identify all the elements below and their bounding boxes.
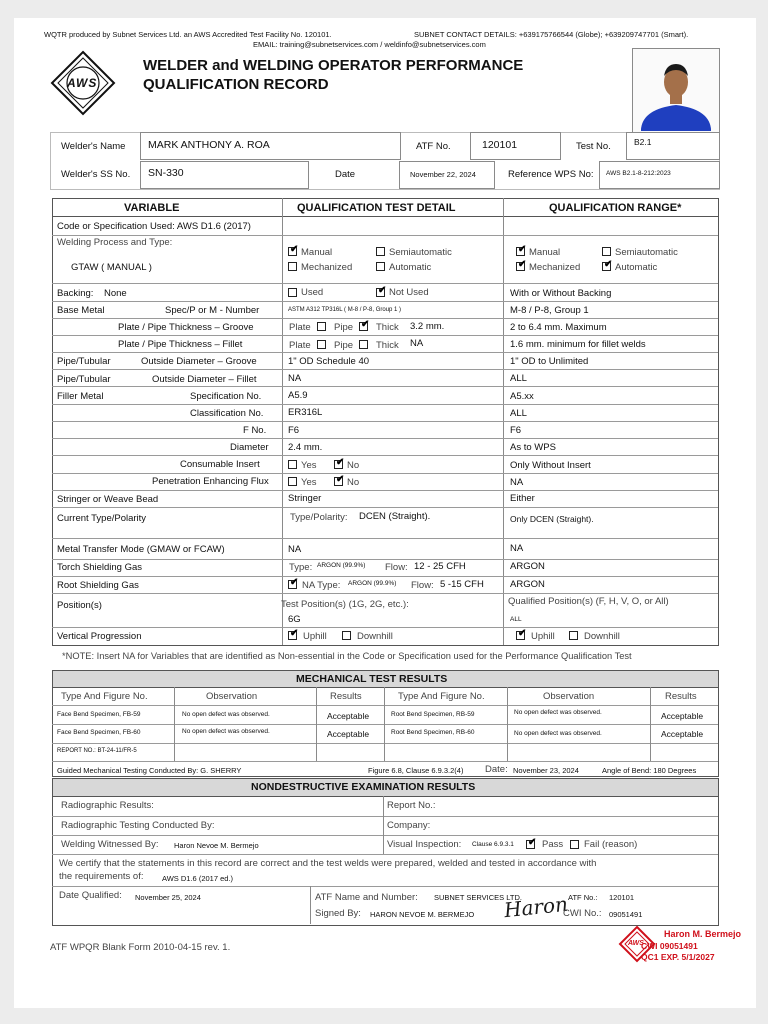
groove-pipe-checkbox[interactable]: ✔ [361, 319, 370, 330]
filler-metal-label: Filler Metal [57, 391, 104, 402]
range-automatic-checkbox[interactable]: ✔ [604, 259, 613, 270]
thickness-fillet-value: NA [410, 338, 424, 349]
type-polarity-label: Type/Polarity: [290, 512, 348, 523]
backing-not-used-label: Not Used [389, 287, 429, 298]
stringer-range: Either [510, 493, 535, 504]
wpqr-form-page [14, 18, 756, 1008]
spec-no-label: Specification No. [190, 391, 262, 402]
mech-row2-result2: Acceptable [661, 729, 704, 739]
classification-label: Classification No. [190, 408, 264, 419]
visual-fail-checkbox[interactable] [570, 840, 579, 849]
test-positions-label: Test Position(s) (1G, 2G, etc.): [281, 599, 409, 610]
plate-label-2: Plate [289, 340, 311, 351]
consumable-insert-label: Consumable Insert [180, 459, 260, 470]
qualified-positions-value: ALL [510, 616, 522, 623]
mech-date-label: Date: [485, 764, 508, 775]
thickness-groove-label: Plate / Pipe Thickness – Groove [118, 322, 254, 333]
signature: Haron [502, 891, 569, 923]
uphill-label: Uphill [303, 631, 327, 642]
stamp-expiry: QC1 EXP. 5/1/2027 [641, 952, 715, 962]
mech-row1-result2: Acceptable [661, 711, 704, 721]
groove-plate-checkbox[interactable] [317, 322, 326, 331]
certify-code: AWS D1.6 (2017 ed.) [162, 874, 234, 883]
col-header-range: QUALIFICATION RANGE* [549, 202, 682, 214]
mech-col-observation-2: Observation [543, 691, 595, 702]
flux-yes-checkbox[interactable] [288, 477, 297, 486]
automatic-checkbox[interactable] [376, 262, 385, 271]
insert-no-checkbox[interactable]: ✔ [336, 457, 345, 468]
atf-name-value: SUBNET SERVICES LTD. [434, 893, 522, 902]
test-no-value: B2.1 [634, 137, 652, 147]
backing-label: Backing: [57, 288, 94, 299]
od-fillet-value: NA [288, 373, 302, 384]
torch-flow-label: Flow: [385, 562, 408, 573]
atf-name-label: ATF Name and Number: [315, 892, 418, 903]
range-manual-checkbox[interactable]: ✔ [518, 244, 527, 255]
base-metal-range: M-8 / P-8, Group 1 [510, 305, 589, 316]
backing-range: With or Without Backing [510, 288, 612, 299]
range-uphill-label: Uphill [531, 631, 555, 642]
backing-not-used-checkbox[interactable]: ✔ [378, 285, 387, 296]
od-fillet-range: ALL [510, 373, 527, 384]
thickness-fillet-label: Plate / Pipe Thickness – Fillet [118, 339, 243, 350]
backing-used-checkbox[interactable] [288, 288, 297, 297]
metal-transfer-value: NA [288, 544, 302, 555]
flux-yes-label: Yes [301, 477, 317, 488]
visual-pass-label: Pass [542, 839, 564, 850]
spec-p-label: Spec/P or M - Number [165, 305, 260, 316]
root-gas-na-checkbox[interactable]: ✔ [290, 577, 299, 588]
date-qualified-label: Date Qualified: [59, 890, 122, 901]
vertical-progression-label: Vertical Progression [57, 631, 142, 642]
classification-range: ALL [510, 408, 527, 419]
date-value: November 22, 2024 [410, 170, 476, 179]
welding-witnessed-label: Welding Witnessed By: [61, 839, 159, 850]
root-gas-label: Root Shielding Gas [57, 580, 139, 591]
root-flow-label: Flow: [411, 580, 434, 591]
thickness-groove-value: 3.2 mm. [410, 321, 445, 332]
pipe-tubular-label: Pipe/Tubular [57, 356, 111, 367]
visual-inspection-label: Visual Inspection: [387, 839, 462, 850]
current-type-range: Only DCEN (Straight). [510, 514, 594, 524]
form-title-line2: QUALIFICATION RECORD [143, 76, 329, 93]
root-na-type-label: NA Type: [302, 580, 341, 591]
positions-label: Position(s) [57, 600, 102, 611]
consumable-insert-range: Only Without Insert [510, 460, 591, 471]
metal-transfer-range: NA [510, 543, 524, 554]
col-header-variable: VARIABLE [124, 202, 180, 214]
fillet-plate-checkbox[interactable] [317, 340, 326, 349]
visual-fail-label: Fail (reason) [584, 839, 638, 850]
ss-no-label: Welder's SS No. [61, 169, 131, 180]
stamp-name: Haron M. Bermejo [664, 929, 742, 939]
signed-by-value: HARON NEVOE M. BERMEJO [370, 910, 475, 919]
thickness-fillet-range: 1.6 mm. minimum for fillet welds [510, 339, 646, 350]
current-type-label: Current Type/Polarity [57, 513, 147, 524]
mechanical-results-title: MECHANICAL TEST RESULTS [296, 673, 448, 685]
flux-label: Penetration Enhancing Flux [152, 476, 269, 487]
stringer-value: Stringer [288, 493, 322, 504]
mech-angle-of-bend: Angle of Bend: 180 Degrees [602, 766, 697, 775]
header-email-line: EMAIL: training@subnetservices.com / weldinfo@subnetservices.com [253, 40, 486, 49]
date-label: Date [335, 169, 356, 180]
diameter-label: Diameter [230, 442, 269, 453]
range-manual-label: Manual [529, 247, 561, 258]
ss-no-value: SN-330 [148, 167, 184, 179]
rt-conducted-by-label: Radiographic Testing Conducted By: [61, 820, 215, 831]
downhill-label: Downhill [357, 631, 393, 642]
code-used: Code or Specification Used: AWS D1.6 (2017) [57, 221, 251, 232]
semiautomatic-checkbox[interactable] [376, 247, 385, 256]
mechanized-checkbox[interactable] [288, 262, 297, 271]
downhill-checkbox[interactable] [342, 631, 351, 640]
mech-conducted-by: Guided Mechanical Testing Conducted By: G. SHERRY [57, 766, 242, 775]
range-uphill-checkbox[interactable]: ✔ [518, 628, 527, 639]
welding-process-value: GTAW ( MANUAL ) [71, 262, 152, 273]
atf-no-value: 120101 [482, 139, 518, 151]
flux-range: NA [510, 477, 524, 488]
form-title-line1: WELDER and WELDING OPERATOR PERFORMANCE [143, 57, 524, 74]
stamp-cwi: CWI 09051491 [641, 941, 698, 951]
signed-by-label: Signed By: [315, 908, 361, 919]
torch-type-value: ARGON (99.9%) [317, 562, 366, 569]
torch-type-label: Type: [289, 562, 313, 573]
mech-row1-obs1: No open defect was observed. [182, 711, 270, 718]
nde-title: NONDESTRUCTIVE EXAMINATION RESULTS [251, 781, 476, 793]
metal-transfer-label: Metal Transfer Mode (GMAW or FCAW) [57, 544, 225, 555]
report-no-label: Report No.: [387, 800, 436, 811]
certify-line2: the requirements of: [59, 871, 144, 882]
mech-row2-result1: Acceptable [327, 729, 370, 739]
test-no-label: Test No. [576, 141, 611, 152]
form-revision: ATF WPQR Blank Form 2010-04-15 rev. 1. [50, 942, 231, 953]
insert-no-label: No [347, 460, 360, 471]
pipe-label: Pipe [334, 322, 354, 333]
stringer-label: Stringer or Weave Bead [57, 494, 159, 505]
welding-process-label: Welding Process and Type: [57, 237, 173, 248]
base-metal-label: Base Metal [57, 305, 105, 316]
mech-col-results-1: Results [330, 691, 362, 702]
semiautomatic-label: Semiautomatic [389, 247, 452, 258]
fillet-pipe-checkbox[interactable] [359, 340, 368, 349]
mech-row2-type2: Root Bend Specimen, RB-60 [391, 729, 475, 736]
certify-atf-no-label: ATF No.: [568, 893, 598, 902]
mech-row1-obs2: No open defect was observed. [514, 709, 602, 716]
col-header-detail: QUALIFICATION TEST DETAIL [297, 202, 456, 214]
mech-date-value: November 23, 2024 [513, 766, 579, 775]
torch-flow-value: 12 - 25 CFH [414, 561, 466, 572]
welders-name-value: MARK ANTHONY A. ROA [148, 139, 270, 151]
mech-col-type-1: Type And Figure No. [61, 691, 148, 702]
mech-row1-type2: Root Bend Specimen, RB-59 [391, 711, 475, 718]
current-type-value: DCEN (Straight). [359, 511, 431, 522]
range-semiautomatic-label: Semiautomatic [615, 247, 678, 258]
range-downhill-checkbox[interactable] [569, 631, 578, 640]
classification-value: ER316L [288, 407, 323, 418]
od-groove-range: 1" OD to Unlimited [510, 356, 589, 367]
backing-used-label: Used [301, 287, 324, 298]
f-no-value: F6 [288, 425, 300, 436]
thick-label-2: Thick [376, 340, 399, 351]
certify-line1: We certify that the statements in this record are correct and the test welds were prepared, welded and tested in accordance with [59, 858, 597, 869]
mech-col-results-2: Results [665, 691, 697, 702]
mech-col-type-2: Type And Figure No. [398, 691, 485, 702]
qualified-positions-label: Qualified Position(s) (F, H, V, O, or All) [508, 596, 669, 607]
ref-wps-value: AWS B2.1-8-212:2023 [606, 170, 671, 177]
root-flow-value: 5 -15 CFH [440, 579, 484, 590]
cwi-no-label: CWI No.: [563, 908, 602, 919]
certify-atf-no-value: 120101 [609, 893, 635, 902]
range-mechanized-label: Mechanized [529, 262, 581, 273]
test-positions-value: 6G [288, 614, 301, 625]
mech-row1-type1: Face Bend Specimen, FB-59 [57, 711, 141, 718]
range-mechanized-checkbox[interactable]: ✔ [518, 259, 527, 270]
range-semiautomatic-checkbox[interactable] [602, 247, 611, 256]
root-type-value: ARGON (99.9%) [348, 580, 397, 587]
aws-logo-text: AWS [67, 76, 98, 90]
plate-label: Plate [289, 322, 311, 333]
date-qualified-value: November 25, 2024 [135, 893, 201, 902]
manual-checkbox[interactable]: ✔ [290, 244, 299, 255]
mech-report-no: REPORT NO.: BT-24-11/FR-5 [57, 748, 137, 754]
pipe-label-2: Pipe [334, 340, 354, 351]
spec-no-range: A5.xx [510, 391, 534, 402]
od-fillet-label: Outside Diameter – Fillet [152, 374, 257, 385]
f-no-label: F No. [243, 425, 267, 436]
visual-inspection-clause: Clause 6.9.3.1 [472, 841, 514, 848]
spec-no-value: A5.9 [288, 390, 308, 401]
backing-value: None [104, 288, 127, 299]
aws-logo [50, 50, 116, 116]
welders-name-label: Welder's Name [61, 141, 126, 152]
header-contact-line: SUBNET CONTACT DETAILS: +639175766544 (Globe); +639209747701 (Smart). [414, 30, 689, 39]
company-label: Company: [387, 820, 431, 831]
header-facility-line: WQTR produced by Subnet Services Ltd. an AWS Accredited Test Facility No. 120101. [44, 30, 332, 39]
cwi-stamp-logo-text: AWS [628, 940, 644, 947]
mech-figure: Figure 6.8, Clause 6.9.3.2(4) [368, 766, 464, 775]
od-groove-value: 1" OD Schedule 40 [288, 356, 370, 367]
mech-col-observation-1: Observation [206, 691, 258, 702]
manual-label: Manual [301, 247, 333, 258]
mechanized-label: Mechanized [301, 262, 353, 273]
non-essential-note: *NOTE: Insert NA for Variables that are identified as Non-essential in the Code or Specification used for the Performance Qualification Test [62, 651, 632, 661]
range-downhill-label: Downhill [584, 631, 620, 642]
od-groove-label: Outside Diameter – Groove [141, 356, 257, 367]
flux-no-checkbox[interactable]: ✔ [336, 474, 345, 485]
mech-row2-obs1: No open defect was observed. [182, 728, 270, 735]
mech-row2-type1: Face Bend Specimen, FB-60 [57, 729, 141, 736]
diameter-value: 2.4 mm. [288, 442, 323, 453]
root-gas-range: ARGON [510, 579, 545, 590]
torch-gas-label: Torch Shielding Gas [57, 562, 143, 573]
f-no-range: F6 [510, 425, 522, 436]
flux-no-label: No [347, 477, 360, 488]
visual-pass-checkbox[interactable]: ✔ [528, 837, 537, 848]
ref-wps-label: Reference WPS No: [508, 169, 594, 180]
radiographic-results-label: Radiographic Results: [61, 800, 154, 811]
automatic-label: Automatic [389, 262, 432, 273]
uphill-checkbox[interactable]: ✔ [290, 628, 299, 639]
diameter-range: As to WPS [510, 442, 556, 453]
torch-gas-range: ARGON [510, 561, 545, 572]
mech-row2-obs2: No open defect was observed. [514, 730, 602, 737]
thick-label: Thick [376, 322, 399, 333]
mech-row1-result1: Acceptable [327, 711, 370, 721]
range-automatic-label: Automatic [615, 262, 658, 273]
cwi-no-value: 09051491 [609, 910, 643, 919]
pipe-tubular-label-2: Pipe/Tubular [57, 374, 111, 385]
insert-yes-checkbox[interactable] [288, 460, 297, 469]
welding-witnessed-value: Haron Nevoe M. Bermejo [174, 841, 259, 850]
atf-no-label: ATF No. [416, 141, 451, 152]
insert-yes-label: Yes [301, 460, 317, 471]
base-metal-detail: ASTM A312 TP316L ( M-8 / P-8, Group 1 ) [288, 307, 402, 313]
thickness-groove-range: 2 to 6.4 mm. Maximum [510, 322, 607, 333]
